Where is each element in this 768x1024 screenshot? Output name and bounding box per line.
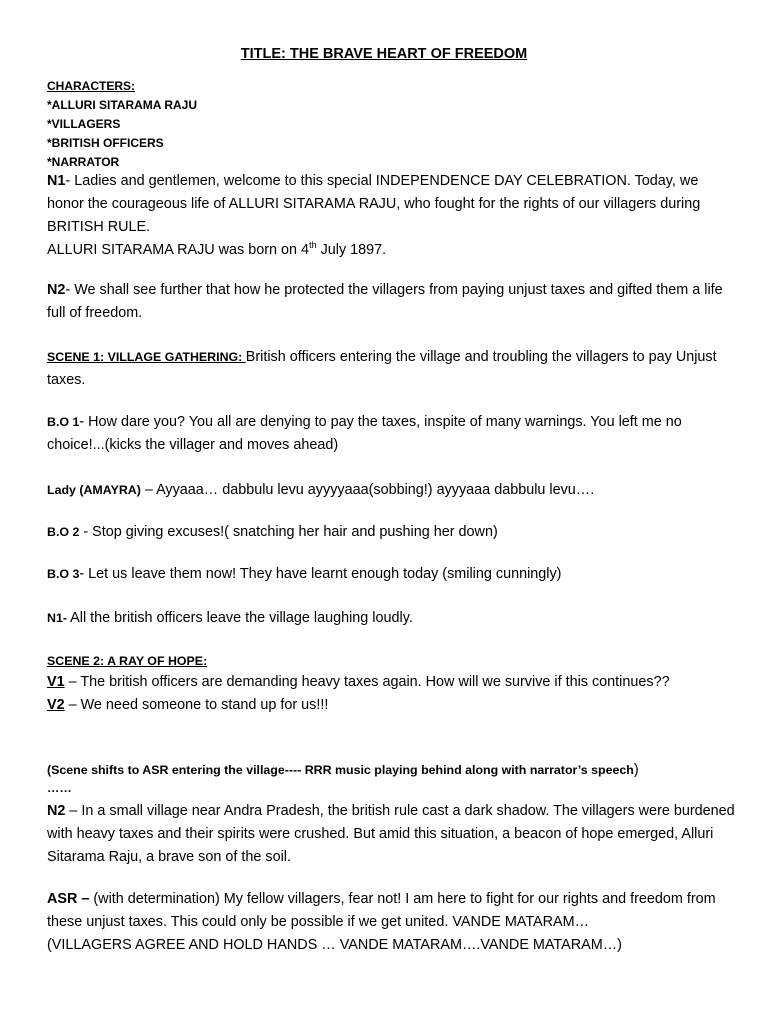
speaker-label: B.O 1	[47, 415, 80, 429]
speaker-label: Lady (AMAYRA)	[47, 483, 141, 497]
characters-list	[47, 77, 197, 172]
lady-paragraph	[47, 479, 737, 502]
n1-intro-paragraph	[47, 170, 737, 262]
dialogue-text: - Ladies and gentlemen, welcome to this special INDEPENDENCE DAY CELEBRATION. Today, we honor the courageous life of ALLURI SITARAMA RAJU, who fought for the rights of our villagers during BRITISH RULE.	[47, 173, 701, 235]
character-item: *ALLURI SITARAMA RAJU	[47, 98, 197, 112]
speaker-label: B.O 3	[47, 567, 80, 581]
character-item: *VILLAGERS	[47, 117, 121, 131]
speaker-label: N1-	[47, 611, 67, 625]
dialogue-text: – The british officers are demanding heavy taxes again. How will we survive if this continues??	[64, 674, 670, 690]
speaker-label: B.O 2	[47, 525, 80, 539]
bo3-paragraph	[47, 563, 737, 586]
scene2-block	[47, 652, 737, 717]
dialogue-text: - Stop giving excuses!( snatching her hair and pushing her down)	[79, 524, 498, 540]
scene-heading: SCENE 2: A RAY OF HOPE:	[47, 654, 208, 668]
asr-paragraph	[47, 888, 737, 957]
characters-heading: CHARACTERS:	[47, 79, 135, 93]
scene-heading: SCENE 1: VILLAGE GATHERING:	[47, 350, 246, 364]
stage-direction-end: )	[633, 762, 639, 778]
character-item: *BRITISH OFFICERS	[47, 136, 164, 150]
dialogue-text: – In a small village near Andra Pradesh, the british rule cast a dark shadow. The villagers were burdened with heavy taxes and their spirits were crushed. But amid this situation, a beacon of hope emerged, Alluri Sitarama Raju, a brave son of the soil.	[47, 803, 735, 865]
dialogue-text: – Ayyaaa… dabbulu levu ayyyyaaa(sobbing!) ayyyaaa dabbulu levu….	[140, 482, 595, 498]
speaker-label: ASR –	[47, 891, 90, 907]
scene-shift-paragraph	[47, 760, 737, 795]
dialogue-text: - Let us leave them now! They have learnt enough today (smiling cunningly)	[79, 566, 562, 582]
speaker-label: N1	[47, 173, 66, 189]
speaker-label: N2	[47, 282, 66, 298]
n2-story-paragraph	[47, 800, 737, 869]
scene-description: British officers entering the village and troubling the villagers to pay Unjust taxes.	[47, 349, 717, 388]
ordinal-suffix: th	[309, 240, 317, 251]
n1-leave-paragraph	[47, 607, 737, 630]
dialogue-text: All the british officers leave the village laughing loudly.	[66, 610, 413, 626]
speaker-label: V1	[47, 674, 65, 690]
scene1-paragraph	[47, 346, 737, 392]
speaker-label: V2	[47, 697, 65, 713]
closing-direction: (VILLAGERS AGREE AND HOLD HANDS … VANDE MATARAM….VANDE MATARAM…)	[47, 937, 622, 953]
bo1-paragraph	[47, 411, 737, 457]
stage-direction: (Scene shifts to ASR entering the village---- RRR music playing behind along with narrator’s speech	[47, 763, 634, 777]
page-title: TITLE: THE BRAVE HEART OF FREEDOM	[240, 46, 528, 62]
speaker-label: N2	[47, 803, 66, 819]
ellipsis: ……	[47, 781, 72, 795]
character-item: *NARRATOR	[47, 155, 120, 169]
dialogue-text: - How dare you? You all are denying to pay the taxes, inspite of many warnings. You left me no choice!...(kicks the villager and moves ahead)	[47, 414, 682, 453]
dialogue-text: (with determination) My fellow villagers, fear not! I am here to fight for our rights and freedom from these unjust taxes. This could only be possible if we get united. VANDE MATARAM…	[47, 891, 716, 930]
bo2-paragraph	[47, 521, 737, 544]
birth-text: ALLURI SITARAMA RAJU was born on 4	[47, 242, 310, 258]
birth-date: July 1897.	[316, 242, 387, 258]
dialogue-text: - We shall see further that how he protected the villagers from paying unjust taxes and gifted them a life full of freedom.	[47, 282, 723, 321]
dialogue-text: – We need someone to stand up for us!!!	[64, 697, 329, 713]
n2-intro-paragraph	[47, 279, 737, 325]
